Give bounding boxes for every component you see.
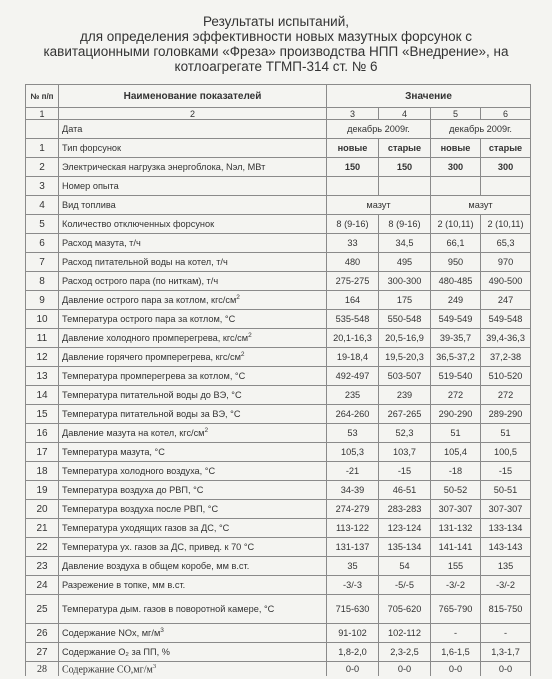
table-row: [26, 348, 531, 367]
value-cell: 19,5-20,3: [379, 348, 431, 367]
value-cell: 105,3: [327, 443, 379, 462]
value-cell: 0-0: [431, 662, 481, 677]
value-cell: [379, 177, 431, 196]
value-cell: -3/-2: [481, 576, 531, 595]
indicator-name-text: Давление острого пара за котлом, кгс/см: [62, 295, 237, 306]
value-cell: 300: [431, 158, 481, 177]
table-row: [26, 519, 531, 538]
indicator-name-text: Расход мазута, т/ч: [62, 238, 141, 248]
table-row: [26, 405, 531, 424]
column-index: 5: [431, 108, 481, 120]
value-cell: 815-750: [481, 595, 531, 624]
indicator-name: [59, 291, 327, 310]
indicator-name: [59, 405, 327, 424]
value-cell: 492-497: [327, 367, 379, 386]
table-row: [26, 386, 531, 405]
value-cell: 274-279: [327, 500, 379, 519]
table-row: [26, 595, 531, 624]
value-cell: -3/-3: [327, 576, 379, 595]
value-cell: новые: [431, 139, 481, 158]
indicator-name-text: Температура питательной воды до ВЭ, °С: [62, 390, 242, 400]
indicator-name: [59, 215, 327, 234]
table-row: [26, 234, 531, 253]
value-cell: 36,5-37,2: [431, 348, 481, 367]
indicator-name: [59, 443, 327, 462]
value-cell: старые: [379, 139, 431, 158]
value-cell: 519-540: [431, 367, 481, 386]
value-cell: 307-307: [431, 500, 481, 519]
value-cell: 0-0: [481, 662, 531, 677]
indicator-name: [59, 120, 327, 139]
indicator-name-text: Температура воздуха до РВП, °С: [62, 485, 204, 495]
value-cell: 289-290: [481, 405, 531, 424]
value-cell: 1,3-1,7: [481, 643, 531, 662]
indicator-name-text: Давление холодного промперегрева, кгс/см: [62, 333, 249, 344]
value-cell: 133-134: [481, 519, 531, 538]
value-cell: 283-283: [379, 500, 431, 519]
table-row: [26, 643, 531, 662]
value-cell: 50-52: [431, 481, 481, 500]
title-line-2: для определения эффективности новых мазутных форсунок с: [79, 29, 473, 44]
value-cell: 267-265: [379, 405, 431, 424]
value-cell: новые: [327, 139, 379, 158]
indicator-name: [59, 329, 327, 348]
indicator-name-text: Температура промперегрева за котлом, °С: [62, 371, 246, 381]
table-row: [26, 177, 531, 196]
column-index: 3: [327, 108, 379, 120]
indicator-name: [59, 234, 327, 253]
unit-superscript: 2: [248, 332, 252, 340]
row-number: 12: [26, 348, 59, 367]
value-cell: 135-134: [379, 538, 431, 557]
value-cell: 495: [379, 253, 431, 272]
value-cell: 950: [431, 253, 481, 272]
indicator-name: [59, 139, 327, 158]
row-number: 2: [26, 158, 59, 177]
indicator-name-text: Температура питательной воды за ВЭ, °С: [62, 409, 241, 419]
indicator-name-text: Давление мазута на котел, кгс/см: [62, 428, 205, 439]
indicator-name-text: Температура уходящих газов за ДС, °С: [62, 523, 230, 533]
indicator-name-text: Температура ух. газов за ДС, привед. к 70 °С: [62, 542, 255, 552]
value-cell: 39,4-36,3: [481, 329, 531, 348]
value-cell: 123-124: [379, 519, 431, 538]
value-cell: 131-137: [327, 538, 379, 557]
row-number: 16: [26, 424, 59, 443]
indicator-name-text: Температура дым. газов в поворотной камере, °С: [62, 604, 275, 614]
value-cell: 249: [431, 291, 481, 310]
value-cell: 705-620: [379, 595, 431, 624]
indicator-name: [59, 424, 327, 443]
value-cell: 20,1-16,3: [327, 329, 379, 348]
indicator-name-text: Содержание O₂ за ПП, %: [62, 647, 170, 657]
row-number: 24: [26, 576, 59, 595]
table-row: [26, 253, 531, 272]
value-cell: 307-307: [481, 500, 531, 519]
value-cell: 503-507: [379, 367, 431, 386]
indicator-name-text: Температура воздуха после РВП, °С: [62, 504, 219, 514]
value-cell: 235: [327, 386, 379, 405]
indicator-name: [59, 519, 327, 538]
indicator-name-text: Расход питательной воды на котел, т/ч: [62, 257, 228, 267]
value-cell: 549-548: [481, 310, 531, 329]
table-row: [26, 310, 531, 329]
value-cell: 1,6-1,5: [431, 643, 481, 662]
value-cell-merged: мазут: [431, 196, 531, 215]
row-number: 3: [26, 177, 59, 196]
value-cell: 51: [431, 424, 481, 443]
value-cell: 164: [327, 291, 379, 310]
indicator-name: [59, 386, 327, 405]
value-cell: 8 (9-16): [327, 215, 379, 234]
header-value: Значение: [327, 85, 531, 108]
table-row: [26, 272, 531, 291]
indicator-name: [59, 662, 327, 677]
value-cell: 19-18,4: [327, 348, 379, 367]
row-number: 28: [26, 662, 59, 677]
value-cell: 550-548: [379, 310, 431, 329]
value-cell: -3/-2: [431, 576, 481, 595]
value-cell-merged: мазут: [327, 196, 431, 215]
value-cell: 272: [481, 386, 531, 405]
table-row: [26, 120, 531, 139]
row-number: 21: [26, 519, 59, 538]
row-number: 5: [26, 215, 59, 234]
indicator-name: [59, 557, 327, 576]
table-row: [26, 329, 531, 348]
indicator-name-text: Температура мазута, °С: [62, 447, 165, 457]
value-cell: 155: [431, 557, 481, 576]
table-row: [26, 158, 531, 177]
row-number: 9: [26, 291, 59, 310]
results-table-body: [26, 85, 531, 677]
column-index: 1: [26, 108, 59, 120]
indicator-name: [59, 196, 327, 215]
row-number: 23: [26, 557, 59, 576]
value-cell: -18: [431, 462, 481, 481]
unit-superscript: 3: [160, 627, 164, 635]
indicator-name-text: Давление горячего промперегрева, кгс/см: [62, 352, 241, 363]
row-number: 14: [26, 386, 59, 405]
value-cell: [481, 177, 531, 196]
table-row: [26, 443, 531, 462]
value-cell: 239: [379, 386, 431, 405]
row-number: 20: [26, 500, 59, 519]
value-cell: 480: [327, 253, 379, 272]
value-cell: -15: [379, 462, 431, 481]
header-num: № п/п: [26, 85, 59, 108]
value-cell: 2 (10,11): [481, 215, 531, 234]
table-row: [26, 538, 531, 557]
value-cell: 100,5: [481, 443, 531, 462]
table-row: [26, 139, 531, 158]
row-number: [26, 120, 59, 139]
value-cell: 91-102: [327, 624, 379, 643]
unit-superscript: 2: [236, 294, 240, 302]
indicator-name: [59, 272, 327, 291]
value-cell: 20,5-16,9: [379, 329, 431, 348]
value-cell: 300: [481, 158, 531, 177]
indicator-name: [59, 367, 327, 386]
table-row: [26, 500, 531, 519]
value-cell: 175: [379, 291, 431, 310]
value-cell: -: [431, 624, 481, 643]
unit-superscript: 2: [240, 351, 245, 359]
indicator-name: [59, 576, 327, 595]
indicator-name: [59, 481, 327, 500]
value-cell: -5/-5: [379, 576, 431, 595]
value-cell: 35: [327, 557, 379, 576]
indicator-name-text: Содержание СО,мг/м: [62, 664, 153, 676]
value-cell: 549-549: [431, 310, 481, 329]
indicator-name-text: Дата: [62, 124, 83, 134]
indicator-name: [59, 624, 327, 643]
row-number: 22: [26, 538, 59, 557]
indicator-name-text: Вид топлива: [62, 200, 116, 210]
value-cell: 480-485: [431, 272, 481, 291]
results-table: [25, 84, 531, 676]
value-cell: 535-548: [327, 310, 379, 329]
row-number: 8: [26, 272, 59, 291]
value-cell: 715-630: [327, 595, 379, 624]
value-cell: -21: [327, 462, 379, 481]
indicator-name-text: Тип форсунок: [62, 143, 122, 153]
value-cell: 247: [481, 291, 531, 310]
indicator-name: [59, 310, 327, 329]
value-cell: 290-290: [431, 405, 481, 424]
unit-superscript: 2: [204, 427, 209, 435]
indicator-name-text: Номер опыта: [62, 181, 119, 191]
title-line-4: котлоагрегате ТГМП-314 ст. № 6: [174, 59, 378, 74]
document-title: [20, 14, 532, 74]
table-row: [26, 367, 531, 386]
value-cell: 51: [481, 424, 531, 443]
unit-superscript: 3: [152, 662, 157, 670]
indicator-name: [59, 538, 327, 557]
value-cell: 141-141: [431, 538, 481, 557]
table-row: [26, 481, 531, 500]
table-row: [26, 624, 531, 643]
value-cell: 2,3-2,5: [379, 643, 431, 662]
value-cell: 34,5: [379, 234, 431, 253]
indicator-name-text: Температура холодного воздуха, °С: [62, 466, 216, 476]
table-row: [26, 291, 531, 310]
value-cell: 37,2-38: [481, 348, 531, 367]
value-cell: 300-300: [379, 272, 431, 291]
indicator-name-text: Содержание NOx, мг/м: [62, 628, 161, 639]
column-index: 6: [481, 108, 531, 120]
table-row: [26, 215, 531, 234]
value-cell: 8 (9-16): [379, 215, 431, 234]
value-cell: 52,3: [379, 424, 431, 443]
value-cell: 765-790: [431, 595, 481, 624]
value-cell: 50-51: [481, 481, 531, 500]
table-row: [26, 557, 531, 576]
value-cell: старые: [481, 139, 531, 158]
value-cell: 275-275: [327, 272, 379, 291]
row-number: 4: [26, 196, 59, 215]
value-cell: 33: [327, 234, 379, 253]
indicator-name: [59, 348, 327, 367]
value-cell: 150: [327, 158, 379, 177]
title-line-1: Результаты испытаний,: [203, 14, 349, 29]
value-cell: 113-122: [327, 519, 379, 538]
row-number: 19: [26, 481, 59, 500]
value-cell: -15: [481, 462, 531, 481]
value-cell-merged: декабрь 2009г.: [327, 120, 431, 139]
indicator-name-text: Температура острого пара за котлом, °С: [62, 314, 236, 324]
table-row: [26, 662, 531, 677]
indicator-name: [59, 462, 327, 481]
table-row: [26, 196, 531, 215]
value-cell: 2 (10,11): [431, 215, 481, 234]
value-cell: 1,8-2,0: [327, 643, 379, 662]
value-cell: 264-260: [327, 405, 379, 424]
row-number: 26: [26, 624, 59, 643]
value-cell: 34-39: [327, 481, 379, 500]
value-cell: 135: [481, 557, 531, 576]
table-row: [26, 462, 531, 481]
value-cell: 54: [379, 557, 431, 576]
indicator-name: [59, 158, 327, 177]
row-number: 25: [26, 595, 59, 624]
value-cell: 490-500: [481, 272, 531, 291]
header-name: Наименование показателей: [59, 85, 327, 108]
row-number: 1: [26, 139, 59, 158]
value-cell: -: [481, 624, 531, 643]
value-cell: 53: [327, 424, 379, 443]
value-cell: 131-132: [431, 519, 481, 538]
row-number: 15: [26, 405, 59, 424]
value-cell: 0-0: [379, 662, 431, 677]
indicator-name-text: Количество отключенных форсунок: [62, 219, 215, 229]
value-cell: [431, 177, 481, 196]
indicator-name: [59, 643, 327, 662]
value-cell: 39-35,7: [431, 329, 481, 348]
column-index: 4: [379, 108, 431, 120]
indicator-name-text: Давление воздуха в общем коробе, мм в.ст.: [62, 561, 250, 571]
indicator-name: [59, 595, 327, 624]
value-cell: 66,1: [431, 234, 481, 253]
row-number: 13: [26, 367, 59, 386]
row-number: 27: [26, 643, 59, 662]
value-cell: 103,7: [379, 443, 431, 462]
table-row: [26, 424, 531, 443]
row-number: 6: [26, 234, 59, 253]
title-line-3: кавитационными головками «Фреза» производства НПП «Внедрение», на: [43, 44, 509, 59]
value-cell: 272: [431, 386, 481, 405]
table-header-row: [26, 85, 531, 108]
table-row: [26, 576, 531, 595]
value-cell: 105,4: [431, 443, 481, 462]
value-cell: 510-520: [481, 367, 531, 386]
column-index-row: [26, 108, 531, 120]
row-number: 10: [26, 310, 59, 329]
value-cell: 65,3: [481, 234, 531, 253]
indicator-name-text: Электрическая нагрузка энергоблока, Nэл, МВт: [62, 162, 266, 172]
value-cell-merged: декабрь 2009г.: [431, 120, 531, 139]
row-number: 7: [26, 253, 59, 272]
row-number: 17: [26, 443, 59, 462]
column-index: 2: [59, 108, 327, 120]
value-cell: 150: [379, 158, 431, 177]
row-number: 18: [26, 462, 59, 481]
value-cell: 102-112: [379, 624, 431, 643]
value-cell: 46-51: [379, 481, 431, 500]
indicator-name-text: Разрежение в топке, мм в.ст.: [62, 580, 186, 590]
indicator-name: [59, 253, 327, 272]
value-cell: 970: [481, 253, 531, 272]
value-cell: 0-0: [327, 662, 379, 677]
row-number: 11: [26, 329, 59, 348]
indicator-name: [59, 500, 327, 519]
indicator-name: [59, 177, 327, 196]
indicator-name-text: Расход острого пара (по ниткам), т/ч: [62, 276, 219, 286]
value-cell: 143-143: [481, 538, 531, 557]
value-cell: [327, 177, 379, 196]
